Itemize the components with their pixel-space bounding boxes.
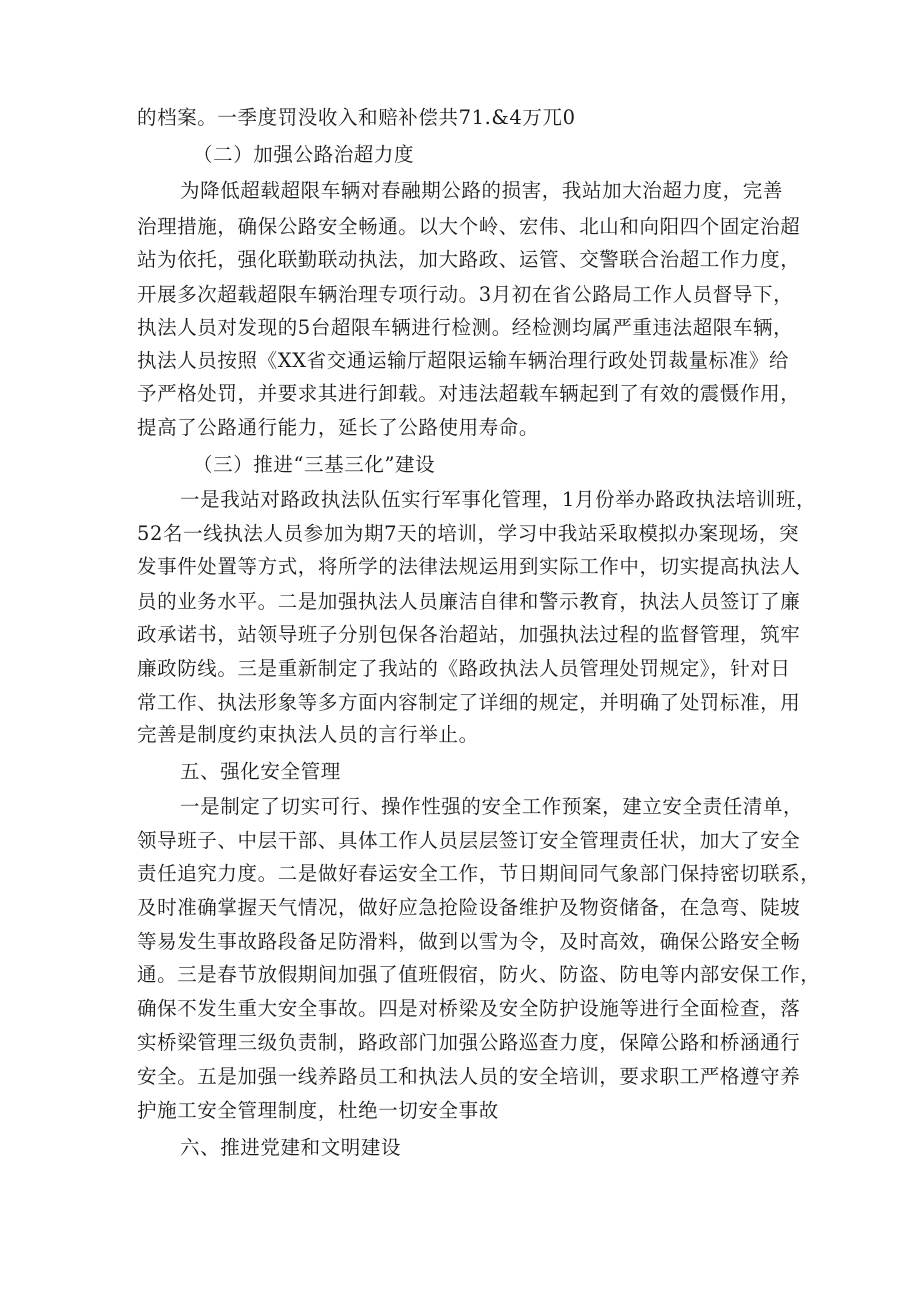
text-line: 提高了公路通行能力，延长了公路使用寿命。 [137, 416, 540, 439]
text-line: 治理措施，确保公路安全畅通。以大个岭、宏伟、北山和向阳四个固定治超 [137, 215, 801, 238]
text-line: 员的业务水平。二是加强执法人员廉洁自律和警示教育，执法人员签订了廉 [137, 590, 801, 613]
text-line: 开展多次超载超限车辆治理专项行动。3月初在省公路局工作人员督导下， [137, 283, 794, 306]
text-line: 执法人员对发现的5台超限车辆进行检测。经检测均属严重违法超限车辆， [137, 316, 794, 339]
text-line: 领导班子、中层干部、具体工作人员层层签订安全管理责任状，加大了安全 [137, 829, 801, 852]
section-heading: 五、强化安全管理 [180, 760, 341, 783]
text-line: 的档案。一季度罚没收入和赔补偿共71.&4万兀0 [137, 106, 576, 129]
text-line: 确保不发生重大安全事故。四是对桥梁及安全防护设施等进行全面检查，落 [137, 997, 801, 1020]
text-line: 发事件处置等方式，将所学的法律法规运用到实际工作中，切实提高执法人 [137, 555, 801, 578]
text-line: 执法人员按照《XX省交通运输厅超限运输车辆治理行政处罚裁量标准》给 [137, 349, 790, 372]
text-line: 一是制定了切实可行、操作性强的安全工作预案，建立安全责任清单， [180, 795, 804, 818]
text-line: 廉政防线。三是重新制定了我站的《路政执法人员管理处罚规定》，针对日 [137, 657, 791, 680]
section-heading: （二）加强公路治超力度 [193, 143, 415, 166]
section-heading: 六、推进党建和文明建设 [180, 1136, 402, 1159]
text-line: 护施工安全管理制度，杜绝一切安全事故 [137, 1099, 499, 1122]
text-line: 完善是制度约束执法人员的言行举止。 [137, 723, 479, 746]
text-line: 为降低超载超限车辆对春融期公路的损害，我站加大治超力度，完善 [180, 179, 784, 202]
text-line: 责任追究力度。二是做好春运安全工作，节日期间同气象部门保持密切联系， [137, 862, 821, 885]
text-line: 站为依托，强化联勤联动执法，加大路政、运管、交警联合治超工作力度， [137, 248, 801, 271]
section-heading: （三）推进“三基三化”建设 [193, 453, 436, 476]
text-line: 实桥梁管理三级负责制，路政部门加强公路巡查力度，保障公路和桥涵通行 [137, 1031, 801, 1054]
text-line: 予严格处罚，并要求其进行卸载。对违法超载车辆起到了有效的震慑作用， [137, 382, 801, 405]
text-line: 一是我站对路政执法队伍实行军事化管理，1月份举办路政执法培训班， [180, 488, 817, 511]
text-line: 及时准确掌握天气情况，做好应急抢险设备维护及物资储备，在急弯、陡坡 [137, 896, 801, 919]
text-line: 通。三是春节放假期间加强了值班假宿，防火、防盗、防电等内部安保工作， [137, 963, 821, 986]
text-line: 常工作、执法形象等多方面内容制定了详细的规定，并明确了处罚标准，用 [137, 691, 801, 714]
text-line: 52名一线执法人员参加为期7天的培训，学习中我站采取模拟办案现场，突 [137, 522, 800, 545]
text-line: 安全。五是加强一线养路员工和执法人员的安全培训，要求职工严格遵守养 [137, 1065, 801, 1088]
text-line: 等易发生事故路段备足防滑料，做到以雪为令，及时高效，确保公路安全畅 [137, 930, 801, 953]
text-line: 政承诺书，站领导班子分别包保各治超站，加强执法过程的监督管理，筑牢 [137, 623, 801, 646]
